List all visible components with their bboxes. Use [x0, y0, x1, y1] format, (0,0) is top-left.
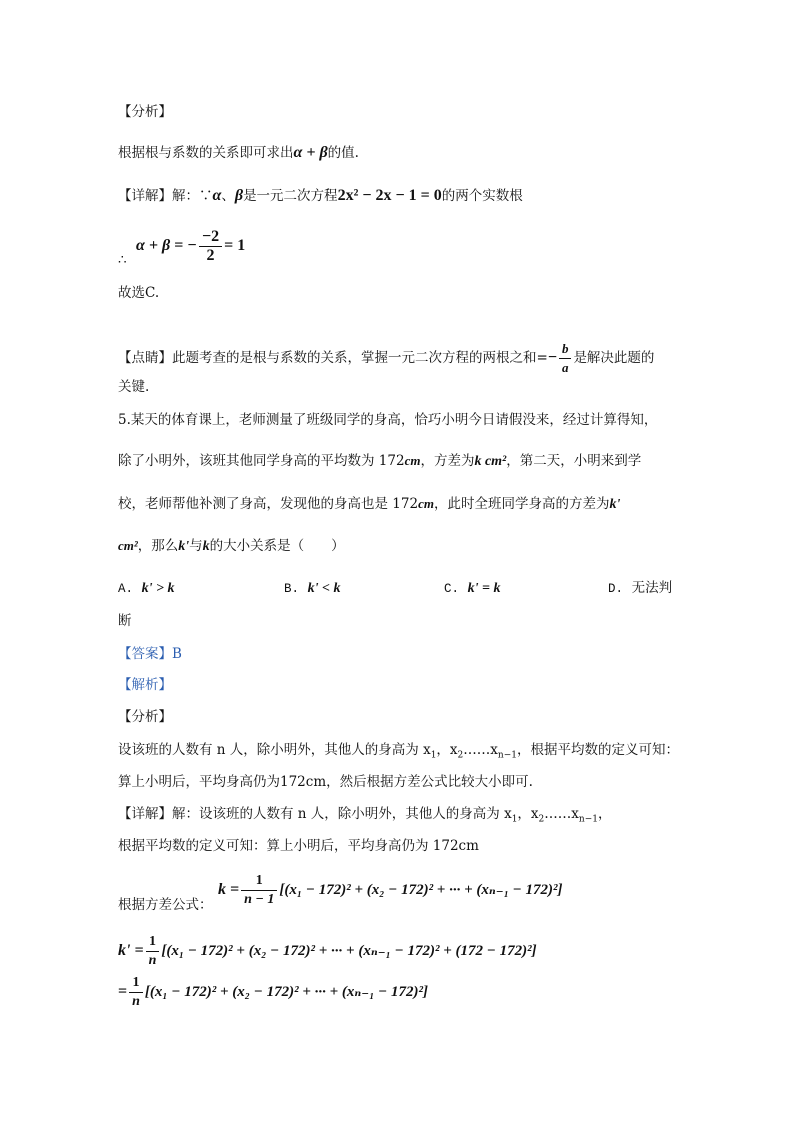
analysis2-l1-b: ，x	[436, 742, 458, 758]
option-d-cont: 断	[118, 613, 132, 629]
k-body: [(x₁ − 172)² + (x₂ − 172)² + ··· + (xₙ₋₁ − 172)²]	[279, 882, 563, 898]
q5-line-1: 5.某天的体育课上，老师测量了班级同学的身高，恰巧小明今日请假没来，经过计算得知，	[118, 412, 658, 428]
quadratic-equation: 2x² − 2x − 1 = 0	[337, 187, 442, 204]
alpha-plus-beta: α + β	[293, 144, 328, 161]
q5-line3-a: 校，老师帮他补测了身高，发现他的身高也是 172	[118, 496, 419, 512]
jiexi-label: 【解析】	[118, 677, 172, 693]
option-a-expr: k' > k	[141, 581, 175, 596]
comment-text-before: 【点睛】此题考查的是根与系数的关系，掌握一元二次方程的两根之和=	[118, 350, 548, 366]
kprime-formula	[118, 933, 537, 970]
k-frac-den: n − 1	[244, 892, 275, 907]
option-b-expr: k' < k	[307, 581, 341, 596]
q5-cm2: cm²	[118, 538, 138, 553]
formula-label: 根据方差公式：	[118, 897, 213, 913]
detail-line-1	[118, 186, 523, 206]
comment-frac-num: b	[559, 340, 572, 359]
detail2-l1-c: ……x	[544, 806, 579, 822]
detail2-l1-d: ，	[597, 806, 612, 822]
q5-line3-b: ，此时全班同学身高的方差为	[433, 496, 610, 512]
detail-mid: 是一元二次方程	[243, 188, 338, 204]
q5-line-3	[118, 494, 620, 515]
q5-cm-1: cm	[404, 453, 421, 468]
equal-formula	[118, 974, 428, 1011]
analysis2-line-1	[118, 740, 679, 766]
kprime-body: [(x₁ − 172)² + (x₂ − 172)² + ··· + (xₙ₋₁ − 172)² + (172 − 172)²]	[161, 943, 537, 959]
k-formula	[218, 872, 563, 909]
detail2-sub-1: 1	[511, 814, 518, 825]
analysis2-l1-c: ……x	[463, 742, 498, 758]
kprime-lhs: k' =	[118, 942, 144, 959]
q5-line-2	[118, 451, 641, 472]
q5-cm-2: cm	[418, 496, 434, 511]
detail2-l1-b: ，x	[517, 806, 539, 822]
q5-line2-c: ，第二天，小明来到学	[506, 453, 642, 469]
option-b-letter: B.	[284, 582, 300, 596]
analysis2-l1-d: ，根据平均数的定义可知：	[516, 742, 679, 758]
answer-label: 【答案】B	[118, 646, 182, 662]
sum-lhs: α + β = −	[136, 237, 197, 254]
comment-line-2: 关键.	[118, 379, 150, 395]
kprime-frac-den: n	[148, 953, 157, 968]
sum-frac-num: −2	[199, 228, 222, 247]
analysis2-l1-a: 设该班的人数有 n 人，除小明外，其他人的身高为 x	[118, 742, 431, 758]
q5-line4-a: ，那么	[137, 538, 179, 554]
comment-fraction	[559, 340, 572, 377]
option-c	[444, 578, 500, 599]
k-lhs: k =	[218, 881, 240, 898]
analysis-text	[118, 143, 359, 163]
sum-frac-den: 2	[206, 247, 215, 264]
analysis-text-after: 的值.	[327, 145, 359, 161]
kprime-frac-num: 1	[146, 933, 160, 952]
sum-rhs: = 1	[224, 237, 246, 254]
analysis-heading: 【分析】	[118, 104, 172, 120]
alpha-symbol: α	[212, 187, 222, 204]
comment-neg: −	[547, 349, 557, 366]
q5-k: k	[202, 539, 210, 554]
q5-line2-a: 除了小明外，该班其他同学身高的平均数为 172	[118, 453, 405, 469]
analysis2-line-2: 算上小明后，平均身高仍为172cm，然后根据方差公式比较大小即可.	[118, 774, 533, 790]
equal-fraction	[129, 974, 143, 1011]
sum-fraction	[199, 228, 222, 265]
equal-frac-den: n	[132, 994, 140, 1009]
analysis-text-before: 根据根与系数的关系即可求出	[118, 145, 294, 161]
q5-line2-b: ，方差为	[420, 453, 475, 469]
sub-2: 2	[457, 750, 464, 761]
option-c-letter: C.	[444, 582, 460, 596]
equal-frac-num: 1	[129, 974, 143, 993]
analysis2-heading: 【分析】	[118, 709, 172, 725]
detail-sep: 、	[221, 188, 235, 204]
equal-body: [(x₁ − 172)² + (x₂ − 172)² + ··· + (xₙ₋₁ − 172)²]	[144, 984, 429, 1000]
k-fraction	[241, 872, 277, 909]
beta-symbol: β	[234, 187, 244, 204]
q5-line4-b: 与	[189, 538, 203, 554]
sub-n: n−1	[497, 750, 517, 761]
sum-formula	[136, 228, 245, 265]
comment-frac-den: a	[561, 360, 569, 375]
q5-kprime-1: k'	[609, 497, 621, 512]
detail-heading: 【详解】解：∵	[118, 188, 213, 204]
option-d	[608, 578, 672, 599]
detail2-line-2: 根据平均数的定义可知：算上小明后，平均身高仍为 172cm	[118, 838, 479, 854]
detail2-sub-2: 2	[538, 814, 545, 825]
q5-kprime-2: k'	[178, 539, 190, 554]
equal-lhs: =	[118, 983, 128, 1000]
detail2-l1-a: 【详解】解：设该班的人数有 n 人，除小明外，其他人的身高为 x	[118, 806, 512, 822]
sub-1: 1	[430, 750, 437, 761]
therefore-symbol: ∴	[118, 252, 127, 268]
detail2-line-1	[118, 804, 611, 830]
option-c-expr: k' = k	[467, 581, 501, 596]
comment-text-after: 是解决此题的	[573, 350, 655, 366]
option-d-letter: D.	[608, 582, 624, 596]
option-b	[284, 578, 340, 599]
comment-line-1	[118, 340, 654, 377]
option-d-expr: 无法判	[631, 580, 673, 596]
option-a	[118, 578, 174, 599]
detail2-sub-n: n−1	[578, 814, 598, 825]
q5-k-cm2: k cm²	[474, 454, 507, 469]
q5-line-4	[118, 536, 345, 557]
option-a-letter: A.	[118, 582, 134, 596]
k-frac-num: 1	[241, 872, 277, 891]
detail-end: 的两个实数根	[441, 188, 523, 204]
choose-c: 故选C.	[118, 285, 160, 301]
q5-line4-c: 的大小关系是（ ）	[209, 538, 345, 554]
kprime-fraction	[146, 933, 160, 970]
